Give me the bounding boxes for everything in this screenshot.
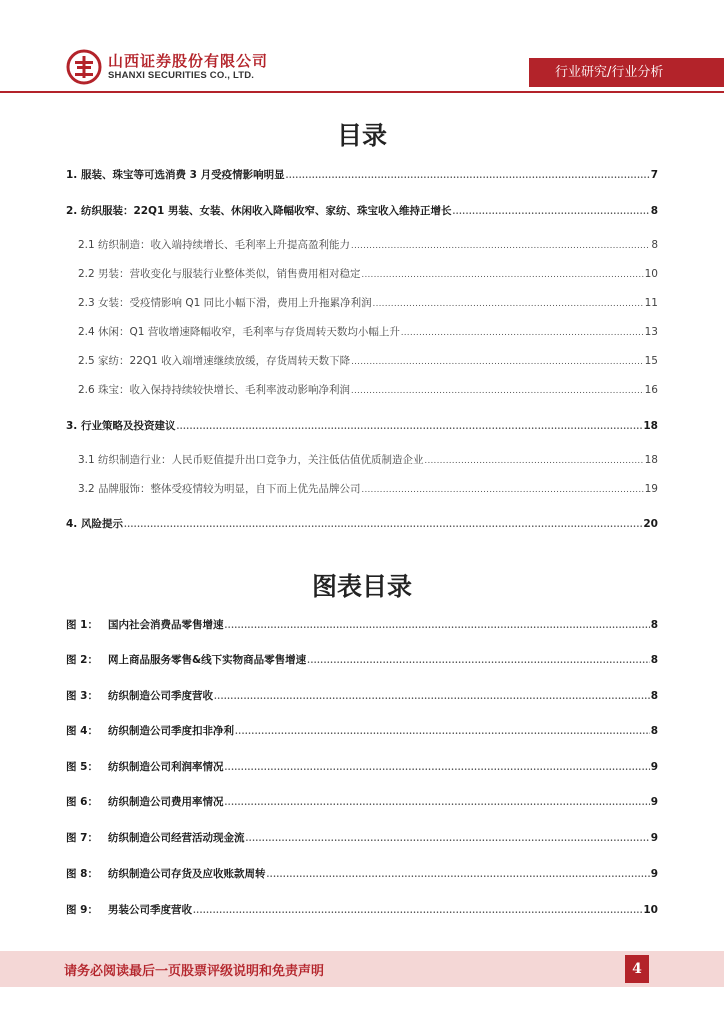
toc-entry-text: 2.6 珠宝：收入保持持续较快增长、毛利率波动影响净利润: [78, 384, 351, 396]
figure-label: 图 6：: [66, 796, 98, 808]
toc-entry-text: 4. 风险提示: [66, 518, 123, 530]
figure-label: 图 5：: [66, 761, 98, 773]
figure-entry[interactable]: [0, 652, 724, 668]
toc-entry-page: 13: [644, 326, 658, 338]
figure-entry-text: 国内社会消费品零售增速: [108, 619, 224, 631]
figure-label: 图 3：: [66, 690, 98, 702]
toc-entry[interactable]: [0, 353, 724, 369]
toc-entry-text: 3.2 品牌服饰：整体受疫情较为明显，自下而上优先品牌公司: [78, 483, 361, 495]
toc-entry-text: 1. 服装、珠宝等可选消费 3 月受疫情影响明显: [66, 169, 285, 181]
toc-entry-text: 3. 行业策略及投资建议: [66, 420, 176, 432]
toc-entry-page: 20: [643, 518, 658, 530]
toc-entry[interactable]: [0, 481, 724, 497]
toc-entry[interactable]: [0, 203, 724, 219]
toc-entry-page: 8: [650, 205, 658, 217]
toc-entry-page: 8: [651, 239, 658, 251]
figure-entry-text: 纺织制造公司费用率情况: [108, 796, 224, 808]
toc-entry-page: 18: [643, 420, 658, 432]
figure-entry[interactable]: [0, 794, 724, 810]
figure-entry[interactable]: [0, 688, 724, 704]
figure-entry-text: 网上商品服务零售&线下实物商品零售增速: [108, 654, 307, 666]
toc-entry-text: 2.3 女装：受疫情影响 Q1 同比小幅下滑，费用上升拖累净利润: [78, 297, 372, 309]
header-divider: [0, 91, 724, 93]
figure-label: 图 1：: [66, 619, 98, 631]
toc-entry[interactable]: [0, 382, 724, 398]
figure-entry[interactable]: [0, 866, 724, 882]
figure-label: 图 8：: [66, 868, 98, 880]
figure-entry[interactable]: [0, 723, 724, 739]
company-logo-icon: [66, 49, 102, 85]
toc-entry-page: 18: [644, 454, 658, 466]
figure-entry-page: 8: [650, 690, 658, 702]
figure-label: 图 7：: [66, 832, 98, 844]
toc-entry-text: 3.1 纺织制造行业：人民币贬值提升出口竞争力，关注低估值优质制造企业: [78, 454, 424, 466]
toc-entry[interactable]: [0, 452, 724, 468]
figure-entry-page: 8: [650, 619, 658, 631]
toc-entry[interactable]: [0, 324, 724, 340]
figure-label: 图 9：: [66, 904, 98, 916]
toc-entry[interactable]: [0, 516, 724, 532]
company-name-en: SHANXI SECURITIES CO., LTD.: [108, 70, 255, 81]
toc-entry-page: 19: [644, 483, 658, 495]
figure-entry-page: 9: [650, 761, 658, 773]
figure-entry-text: 纺织制造公司存货及应收账款周转: [108, 868, 266, 880]
page-number: 4: [625, 955, 649, 983]
toc-entry-page: 7: [650, 169, 658, 181]
figure-entry-text: 男装公司季度营收: [108, 904, 192, 916]
figures-title: 图表目录: [311, 572, 412, 601]
figure-entry-text: 纺织制造公司季度扣非净利: [108, 725, 234, 737]
toc-entry[interactable]: [0, 237, 724, 253]
figure-entry[interactable]: [0, 759, 724, 775]
figure-entry-page: 9: [650, 796, 658, 808]
toc-title: 目录: [336, 121, 387, 150]
toc-entry[interactable]: [0, 418, 724, 434]
toc-entry-text: 2.2 男装：营收变化与服装行业整体类似，销售费用相对稳定: [78, 268, 361, 280]
footer-disclaimer: 请务必阅读最后一页股票评级说明和免责声明: [64, 964, 325, 979]
report-category-tag: 行业研究/行业分析: [529, 58, 724, 87]
toc-entry-page: 10: [644, 268, 658, 280]
figure-entry[interactable]: [0, 902, 724, 918]
toc-entry-text: 2. 纺织服装：22Q1 男装、女装、休闲收入降幅收窄、家纺、珠宝收入维持正增长: [66, 205, 452, 217]
toc-entry[interactable]: [0, 167, 724, 183]
figure-entry-text: 纺织制造公司利润率情况: [108, 761, 224, 773]
page-header: [0, 0, 724, 100]
figure-entry-text: 纺织制造公司季度营收: [108, 690, 213, 702]
toc-entry-page: 16: [644, 384, 658, 396]
toc-entry-text: 2.1 纺织制造：收入端持续增长、毛利率上升提高盈利能力: [78, 239, 351, 251]
figure-label: 图 2：: [66, 654, 98, 666]
toc-entry-page: 15: [644, 355, 658, 367]
toc-entry[interactable]: [0, 266, 724, 282]
figure-entry-text: 纺织制造公司经营活动现金流: [108, 832, 245, 844]
figure-entry-page: 10: [643, 904, 658, 916]
toc-entry-text: 2.5 家纺：22Q1 收入端增速继续放缓，存货周转天数下降: [78, 355, 351, 367]
figure-entry-page: 9: [650, 868, 658, 880]
figure-entry-page: 8: [650, 725, 658, 737]
figure-entry-page: 9: [650, 832, 658, 844]
figure-label: 图 4：: [66, 725, 98, 737]
company-name-cn: 山西证券股份有限公司: [108, 52, 269, 70]
figure-entry[interactable]: [0, 830, 724, 846]
toc-entry-page: 11: [644, 297, 658, 309]
figure-entry[interactable]: [0, 617, 724, 633]
figure-entry-page: 8: [650, 654, 658, 666]
toc-entry-text: 2.4 休闲：Q1 营收增速降幅收窄，毛利率与存货周转天数均小幅上升: [78, 326, 400, 338]
toc-entry[interactable]: [0, 295, 724, 311]
